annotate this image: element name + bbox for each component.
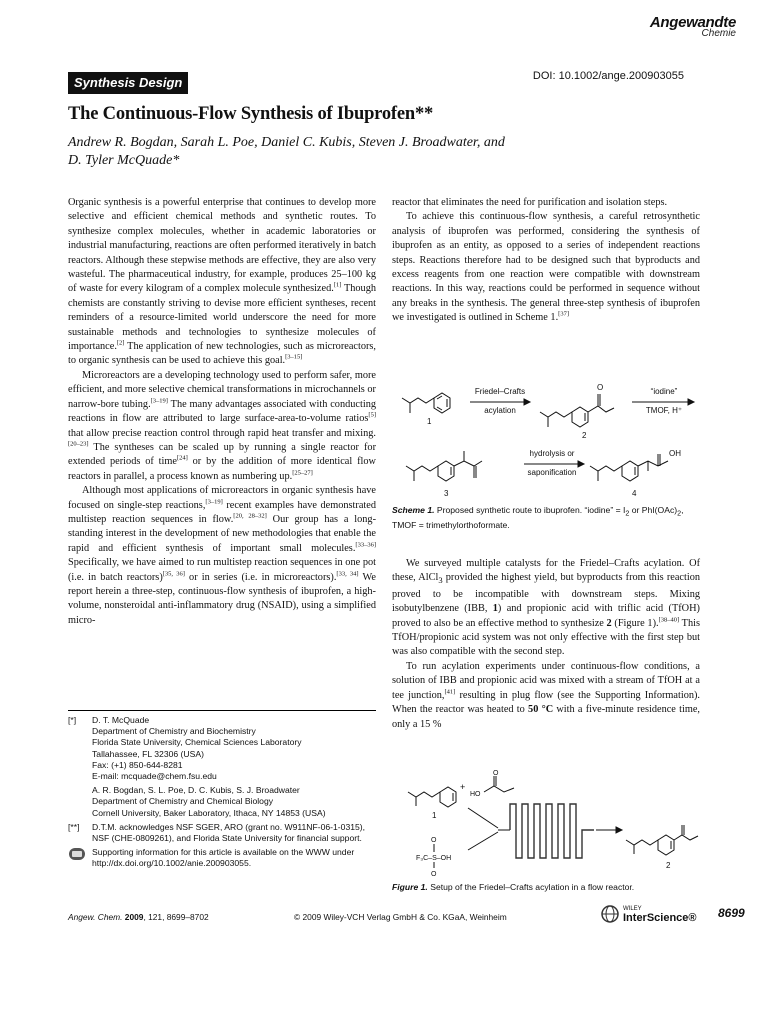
label-3: 3 <box>444 489 449 498</box>
citation[interactable]: [2] <box>116 339 125 347</box>
citation[interactable]: [41] <box>444 688 456 696</box>
citation[interactable]: [3–19] <box>205 498 223 506</box>
reagent-iodine: “iodine” <box>650 387 678 396</box>
citation[interactable]: [5] <box>368 411 376 419</box>
plus-sign: + <box>460 782 466 792</box>
journal-name: Angewandte <box>649 14 736 31</box>
fig-label-1: 1 <box>432 811 437 820</box>
product-2-structure <box>626 825 698 855</box>
acid-oxygen: O <box>493 770 499 777</box>
citation[interactable]: [38–40] <box>658 616 680 624</box>
author-list <box>68 134 628 170</box>
paragraph-2: Microreactors are a developing technology used to perform safer, more efficient, and more selective chemical transformations in microchannels or narrow-bore tubing.[3–19] The many advantages associated with conducting reactions in flow are attributed to large surface-area-to-volume ratios[5] that allow precise reaction control through rapid heat transfer and mixing.[20–23] The syntheses can be scaled up by running a single reactor for extended periods of time[24] or by the addition of more identical flow reactors in parallel, a process known as numbering up.[25–27] <box>68 369 376 482</box>
footnotes <box>68 715 376 870</box>
paragraph-3: Although most applications of microreactors in organic synthesis have focused on single-step reactions,[3–19] recent examples have demonstrated multistep reaction sequences in flow.[20, 28–32] Our group has a long-standing interest in the development of new methodologies that enable the rapid and efficient synthesis of important small molecules.[33–36] Specifically, we have aimed to run multistep reaction sequences in one pot (i.e. in batch reactors)[35, 36] or in series (i.e. in microreactors).[33, 34] We report herein a three-step, continuous-flow synthesis of ibuprofen, a high-volume, nonsteroidal anti-inflammatory drug (NSAID), using a simplified micro- <box>68 485 376 626</box>
footnote-acknowledgment: [**] D.T.M. acknowledges NSF SGER, ARO (grant no. W911NF-06-1-0315), NSF (CHE-0809261), and Florida State University for financial support. <box>68 821 366 844</box>
triflic-o-bottom: O <box>431 871 437 878</box>
author-line-2: D. Tyler McQuade* <box>68 153 180 168</box>
label-2: 2 <box>582 431 587 440</box>
citation[interactable]: [3–15] <box>285 354 303 362</box>
citation[interactable]: [20, 28–32] <box>233 512 267 520</box>
section-tag: Synthesis Design <box>68 72 188 94</box>
figure-1 <box>398 770 702 880</box>
body-column-left <box>68 196 376 628</box>
supporting-info-icon <box>68 847 92 869</box>
reagent-hydrolysis: hydrolysis or <box>529 449 575 458</box>
footnote-affiliation: A. R. Bogdan, S. L. Poe, D. C. Kubis, S. J. Broadwater Department of Chemistry and Chemical Biology Cornell University, Baker Laboratory, Ithaca, NY 14853 (USA) <box>92 785 326 818</box>
citation[interactable]: [33, 34] <box>336 570 359 578</box>
label-4: 4 <box>632 489 637 498</box>
label-1: 1 <box>427 417 432 426</box>
citation[interactable]: [25–27] <box>292 469 313 477</box>
footnote-supporting-info: Supporting information for this article is available on the WWW under http://dx.doi.org/10.1002/anie.200903055. <box>68 847 376 869</box>
paragraph-1: Organic synthesis is a powerful enterprise that continues to develop more selective and efficient chemical methods and synthetic routes. To synthesize complex molecules, whether in academic laboratories or industrial manufacturing, reactions are often performed iteratively in batch reactors. Although these stepwise methods are effective, they are also very wasteful. The pharmaceutical industry, for example, produces 25–100 kg of waste for every kilogram of a complex molecule synthesized.[1] Though chemists are constantly striving to devise more efficient syntheses, recent reminders of a resource-limited world underscore the need for more sustainable methods and technologies to synthesize molecules of importance.[2] The application of new technologies, such as microreactors, to organic synthesis can be used to achieve this goal.[3–15] <box>68 197 377 367</box>
fig-label-2: 2 <box>666 861 671 870</box>
reagent-saponification: saponification <box>527 468 577 477</box>
ibb-structure <box>408 787 456 807</box>
figure-1-caption: Figure 1. Setup of the Friedel–Crafts acylation in a flow reactor. <box>392 882 635 892</box>
citation[interactable]: [24] <box>176 454 188 462</box>
doi: DOI: 10.1002/ange.200903055 <box>532 70 684 82</box>
footnote-corresponding: [*] D. T. McQuade Department of Chemistry and Biochemistry Florida State University, Chemical Sciences Laboratory Tallahassee, FL 32306 (USA) Fax: (+1) 850-644-8281 E-mail: mcquade@chem.fsu.edu <box>68 715 302 782</box>
scheme-1 <box>392 378 702 500</box>
interscience-globe-icon <box>600 904 620 924</box>
citation[interactable]: [3–19] <box>150 397 168 405</box>
publisher-small: WILEY <box>623 906 642 912</box>
publisher-name: InterScience® <box>623 912 697 924</box>
paragraph-7: To run acylation experiments under continuous-flow conditions, a solution of IBB and propionic acid was mixed with a stream of TfOH at a tee junction,[41] resulting in plug flow (see the Supporting Information). When the reactor was heated to 50 °C with a five-minute residence time, only a 15 % <box>392 660 700 730</box>
reagent-acylation: acylation <box>484 406 516 415</box>
triflic-o-top: O <box>431 837 437 844</box>
citation[interactable]: [33–36] <box>355 541 376 549</box>
paragraph-4: reactor that eliminates the need for purification and isolation steps. <box>392 197 668 208</box>
paragraph-5: To achieve this continuous-flow synthesis, a careful retrosynthetic analysis of ibuprofen was performed, considering the synthesis of ibuprofen as an entity, as opposed to a series of independent reactions steps. Reactions therefore had to be designed such that byproducts and excess reagents from one reaction were compatible with downstream reactions. In this way, reactions could be performed in sequence without any breaks in the synthesis. The general three-step synthesis of ibuprofen we investigated is outlined in Scheme 1.[37] <box>392 211 700 324</box>
publisher-logo <box>600 904 697 924</box>
compound-2 <box>540 394 614 427</box>
paragraph-6: We surveyed multiple catalysts for the Friedel–Crafts acylation. Of these, AlCl$_3$ provided the highest yield, but byproducts from this reaction proved to be incompatible with downstream steps. Mixing isobutylbenzene (IBB, 1) and propionic acid with triflic acid (TfOH) proved to also be an effective method to synthesize 2 (Figure 1).[38–40] This TfOH/propionic acid system was not only effective with the first step but was also compatible with the second step. <box>392 558 700 658</box>
journal-subname: Chemie <box>701 28 736 39</box>
oxygen-label: O <box>597 383 604 392</box>
scheme-1-caption: Scheme 1. Proposed synthetic route to ibuprofen. “iodine” = $I_2$ or $PhI(OAc)_2$, TMOF = trimethylorthoformate. <box>392 505 684 531</box>
oh-label: OH <box>669 449 681 458</box>
ho-label: HO <box>470 791 481 798</box>
body-column-right-top <box>392 196 700 326</box>
compound-3 <box>406 451 482 481</box>
article-title: The Continuous-Flow Synthesis of Ibuprofen** <box>68 104 434 124</box>
citation[interactable]: [37] <box>558 310 569 318</box>
propionic-acid-structure <box>484 776 514 792</box>
flow-reactor-coil <box>510 804 594 858</box>
compound-4-ibuprofen <box>590 454 668 481</box>
footer-copyright: © 2009 Wiley-VCH Verlag GmbH & Co. KGaA, Weinheim <box>294 912 507 922</box>
footer-citation: Angew. Chem. 2009, 121, 8699–8702 <box>68 912 209 922</box>
citation[interactable]: [1] <box>333 282 342 290</box>
compound-1 <box>402 393 450 413</box>
citation[interactable]: [20–23] <box>68 440 89 448</box>
author-line-1: Andrew R. Bogdan, Sarah L. Poe, Daniel C. Kubis, Steven J. Broadwater, and <box>68 135 505 150</box>
body-column-right-bottom <box>392 557 700 732</box>
page-number: 8699 <box>718 906 745 920</box>
citation[interactable]: [35, 36] <box>162 570 185 578</box>
reagent-friedel-crafts: Friedel–Crafts <box>474 387 526 396</box>
footnote-rule <box>68 710 376 711</box>
journal-logo <box>650 14 736 39</box>
reagent-tmof: TMOF, H⁺ <box>645 406 683 415</box>
triflic-acid-label: F₃C–S–OH <box>416 855 452 862</box>
